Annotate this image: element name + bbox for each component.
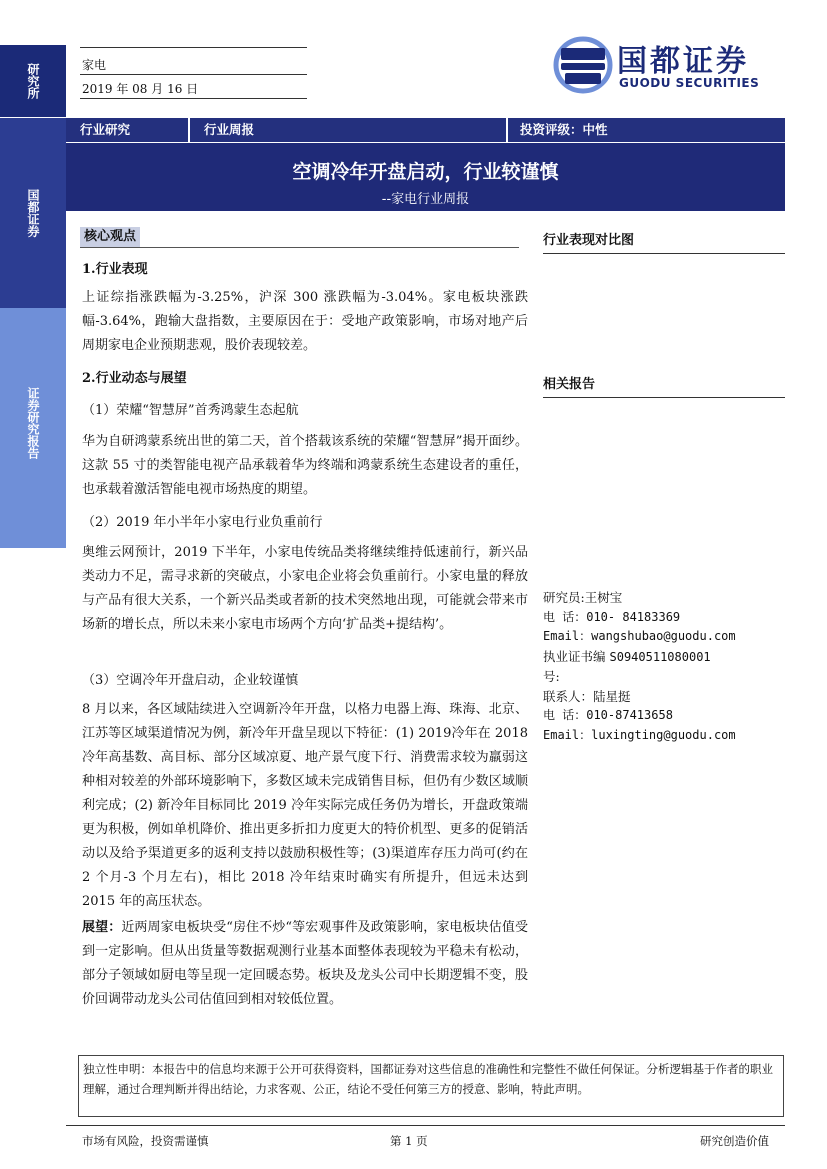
- contact-email: Email：luxingting@guodu.com: [543, 727, 736, 742]
- top-rule: [80, 98, 307, 99]
- analyst-phone: 电 话：010- 84183369: [543, 609, 681, 624]
- analyst-name: 研究员:王树宝: [543, 590, 623, 605]
- certificate-label: 执业证书编: [543, 648, 606, 664]
- independence-disclaimer: 独立性申明：本报告中的信息均来源于公开可获得资料，国都证券对这些信息的准确性和完整性不做任何保证。分析逻辑基于作者的职业理解，通过合理判断并得出结论，力求客观、公正，结论不受任何第三方的授意、影响，特此声明。: [78, 1055, 784, 1117]
- subsection-1-text: 华为自研鸿蒙系统出世的第二天，首个搭载该系统的荣耀“智慧屏”揭开面纱。这款 55 寸的类智能电视产品承载着华为终端和鸿蒙系统生态建设者的重任，也承载着激活智能电视市场热度的期望。: [82, 434, 528, 497]
- sidebar-block-report: [0, 308, 66, 548]
- report-title: 空调冷年开盘启动，行业较谨慎: [292, 161, 559, 183]
- subsection-2-text: 奥维云网预计，2019 下半年，小家电传统品类将继续维持低速前行，新兴品类动力不足，需寻求新的突破点，小家电企业将会负重前行。小家电量的释放与产品有很大关系，一个新兴品类或者新的技术突然地出现，可能就会带来市场新的增长点，所以未来小家电市场两个方向‘扩品类+提结构’。: [82, 545, 528, 632]
- related-reports-heading: 相关报告: [543, 373, 785, 398]
- footer-rule: [66, 1125, 785, 1126]
- analyst-info: [543, 588, 783, 745]
- date-label: 2019 年 08 月 16 日: [82, 82, 199, 96]
- section-dynamics-title: 2.行业动态与展望: [82, 371, 187, 386]
- outlook-text: 近两周家电板块受“房住不炒“等宏观事件及政策影响，家电板块估值受到一定影响。但从出货量等数据观测行业基本面整体表现较为平稳未有松动，部分子领域如厨电等呈现一定回暖态势。板块及龙头公司中长期逻辑不变，股价回调带动龙头公司估值回到相对较低位置。: [82, 920, 528, 1007]
- title-banner: [66, 143, 785, 211]
- investment-rating: 投资评级：中性: [520, 122, 608, 137]
- top-rule: [80, 47, 307, 48]
- category-label: 家电: [82, 58, 107, 72]
- contact-phone: 电 话：010-87413658: [543, 708, 673, 722]
- page-number: 第 1 页: [390, 1134, 428, 1148]
- outlook-paragraph: [82, 916, 528, 1012]
- header-divider: [506, 118, 508, 142]
- section-industry-performance-title: 1.行业表现: [82, 262, 148, 277]
- sidebar-block-institute: [0, 45, 66, 117]
- logo-english-name: GUODU SECURITIES: [619, 76, 760, 90]
- footer-risk-warning: 市场有风险，投资需谨慎: [82, 1134, 209, 1148]
- core-view-heading: [80, 225, 519, 248]
- core-view-label: 核心观点: [80, 227, 140, 247]
- company-logo: [553, 36, 803, 100]
- logo-chinese-name: 国都证券: [617, 44, 749, 79]
- sidebar-block-company: [0, 118, 66, 308]
- sidebar-label-company: 国都证券: [26, 189, 40, 237]
- sidebar-label-institute: 研究所: [26, 63, 40, 99]
- sidebar-label-report: 证券研究报告: [26, 387, 40, 459]
- top-rule: [80, 74, 307, 75]
- certificate-suffix: 号:: [543, 669, 560, 684]
- contact-name: 联系人：陆星挺: [543, 688, 631, 704]
- logo-mark-icon: [553, 36, 613, 94]
- header-divider: [188, 118, 190, 142]
- outlook-label: 展望：: [82, 920, 122, 935]
- footer-slogan: 研究创造价值: [700, 1134, 769, 1148]
- subsection-2-title: （2）2019 年小半年小家电行业负重前行: [82, 515, 323, 530]
- subsection-3-title: （3）空调冷年开盘启动，企业较谨慎: [82, 673, 299, 688]
- analyst-email: Email：wangshubao@guodu.com: [543, 629, 736, 643]
- certificate-line: [543, 647, 783, 668]
- subsection-1-title: （1）荣耀“智慧屏”首秀鸿蒙生态起航: [82, 403, 299, 418]
- report-subtype: 行业周报: [204, 122, 255, 137]
- report-subtitle: --家电行业周报: [381, 192, 470, 207]
- certificate-number: S0940511080001: [609, 649, 711, 664]
- industry-performance-text: 上证综指涨跌幅为-3.25%，沪深 300 涨跌幅为-3.04%。家电板块涨跌幅-3.64%，跑输大盘指数，主要原因在于：受地产政策影响，市场对地产后周期家电企业预期悲观，股价表现较差。: [82, 290, 528, 353]
- report-type: 行业研究: [80, 122, 131, 137]
- report-header-bar: [66, 118, 785, 142]
- performance-chart-heading: 行业表现对比图: [543, 229, 785, 254]
- subsection-3-text: 8 月以来，各区域陆续进入空调新冷年开盘，以格力电器上海、珠海、北京、江苏等区域渠道情况为例，新冷年开盘呈现以下特征：(1) 2019冷年在 2018 冷年高基数、高目标、部分区域凉夏、地产景气度下行、消费需求较为羸弱这种相对较差的外部环境影响下，多数区域未完成销售目标，但仍有少数区域顺利完成；(2) 新冷年目标同比 2019 冷年实际完成任务仍为增长，开盘政策端更为积极，例如单机降价、推出更多折扣力度更大的特价机型、更多的促销活动以及给予渠道更多的返利支持以鼓励积极性等；(3)渠道库存压力尚可(约在 2 个月-3 个月左右)，相比 2018 冷年结束时确实有所提升，但远未达到 2015 年的高压状态。: [82, 702, 528, 909]
